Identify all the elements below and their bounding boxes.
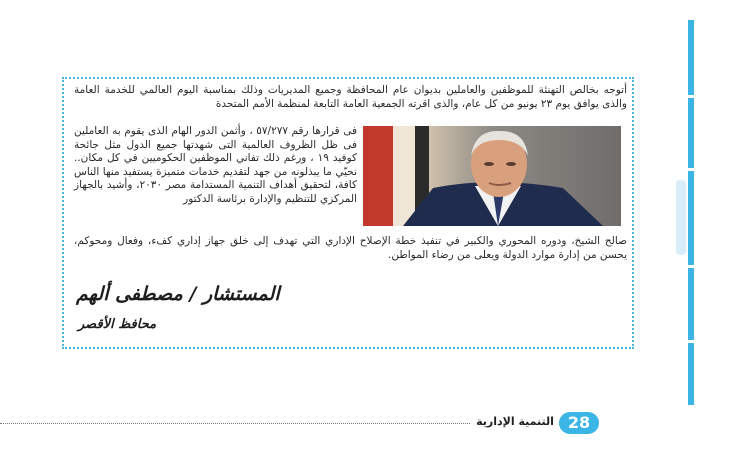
governor-photo	[363, 126, 621, 226]
side-accent-gap	[683, 95, 699, 98]
footer-dotted-line	[0, 423, 470, 424]
article-paragraph-top: أتوجه بخالص التهنئة للموظفين والعاملين بديوان عام المحافظة وجميع المديريات وذلك بمناسبة اليوم العالمي للخدمة العامة والذى يوافق يوم ٢٣ يونيو من كل عام، والذى اقرته الجمعية العامة التابعة لمنظمة الأمم المتحدة	[74, 84, 627, 110]
side-accent-bar	[688, 20, 694, 405]
article-paragraph-middle: فى قرارها رقم ٥٧/٢٧٧ ، وأثمن الدور الهام الذى يقوم به العاملين فى ظل الظروف العالمية التى شهدتها جميع الدول مثل جائحة كوفيد ١٩ ، ورغم ذلك تفاني الموظفين الحكوميين في كل مكان.. نحيّي ما يبذلونه من جهد لتقديم خدمات متميزة يستفيد منها الناس كافة، لتحقيق أهداف التنمية المستدامة مصر ٢٠٣٠، وأشيد بالجهاز المركزي للتنظيم والإدارة برئاسة الدكتور	[74, 125, 357, 205]
side-accent-gap	[683, 265, 699, 268]
side-accent-tab	[676, 180, 686, 255]
magazine-name: التنمية الإدارية	[476, 415, 554, 428]
article-paragraph-bottom: صالح الشيخ، ودوره المحوري والكبير في تنفيذ خطة الإصلاح الإداري التي تهدف إلى خلق جهاز إداري كفء، وفعال ومحوكم، يحسن من إدارة موارد الدولة ويعلى من رضاء المواطن.	[74, 235, 627, 261]
signature-title: محافظ الأقصر	[78, 317, 157, 332]
page-number-badge: 28	[559, 412, 599, 434]
portrait-image	[363, 126, 621, 226]
signature-name: المستشار / مصطفى ألهم	[76, 283, 280, 305]
side-accent-gap	[683, 340, 699, 343]
side-accent-gap	[683, 168, 699, 171]
